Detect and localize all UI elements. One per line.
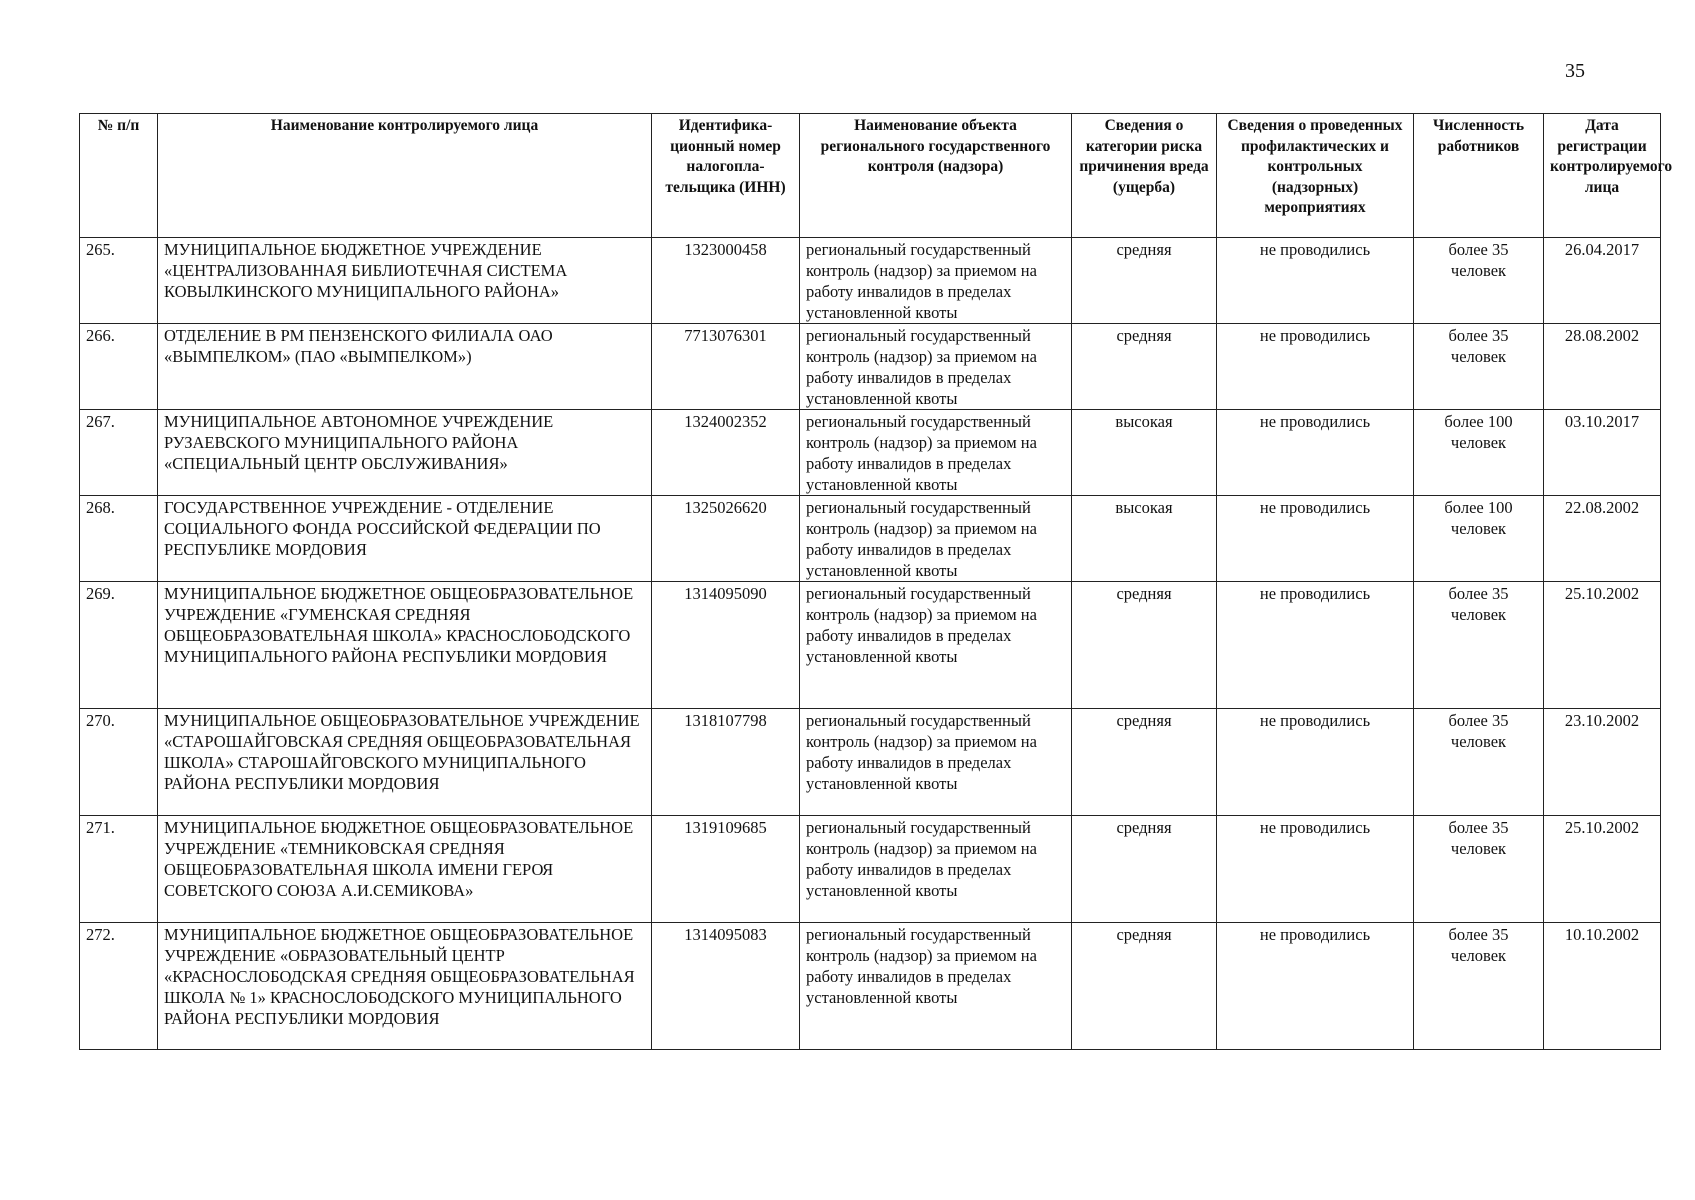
control-object: региональный государственный контроль (надзор) за приемом на работу инвалидов в пределах установленной квоты xyxy=(800,816,1072,923)
row-number: 267. xyxy=(80,410,158,496)
header-risk: Сведения о категории риска причинения вреда (ущерба) xyxy=(1072,114,1217,238)
header-date: Дата регистрации контролируемого лица xyxy=(1544,114,1661,238)
staff-count: более 35 человек xyxy=(1414,238,1544,324)
control-events: не проводились xyxy=(1217,582,1414,709)
entity-inn: 1319109685 xyxy=(652,816,800,923)
registration-date: 25.10.2002 xyxy=(1544,582,1661,709)
staff-count: более 100 человек xyxy=(1414,496,1544,582)
entity-name: МУНИЦИПАЛЬНОЕ БЮДЖЕТНОЕ ОБЩЕОБРАЗОВАТЕЛЬНОЕ УЧРЕЖДЕНИЕ «ГУМЕНСКАЯ СРЕДНЯЯ ОБЩЕОБРАЗОВАТЕЛЬНАЯ ШКОЛА» КРАСНОСЛОБОДСКОГО МУНИЦИПАЛЬНОГО РАЙОНА РЕСПУБЛИКИ МОРДОВИЯ xyxy=(158,582,652,709)
header-inn: Идентифика-ционный номер налогопла-тельщика (ИНН) xyxy=(652,114,800,238)
registration-date: 23.10.2002 xyxy=(1544,709,1661,816)
row-number: 265. xyxy=(80,238,158,324)
control-events: не проводились xyxy=(1217,496,1414,582)
risk-category: средняя xyxy=(1072,324,1217,410)
entity-name: МУНИЦИПАЛЬНОЕ БЮДЖЕТНОЕ ОБЩЕОБРАЗОВАТЕЛЬНОЕ УЧРЕЖДЕНИЕ «ОБРАЗОВАТЕЛЬНЫЙ ЦЕНТР «КРАСНОСЛОБОДСКАЯ СРЕДНЯЯ ОБЩЕОБРАЗОВАТЕЛЬНАЯ ШКОЛА № 1» КРАСНОСЛОБОДСКОГО МУНИЦИПАЛЬНОГО РАЙОНА РЕСПУБЛИКИ МОРДОВИЯ xyxy=(158,923,652,1050)
staff-count: более 35 человек xyxy=(1414,923,1544,1050)
control-events: не проводились xyxy=(1217,816,1414,923)
control-events: не проводились xyxy=(1217,238,1414,324)
control-events: не проводились xyxy=(1217,709,1414,816)
entity-inn: 1324002352 xyxy=(652,410,800,496)
entity-inn: 1318107798 xyxy=(652,709,800,816)
entity-name: МУНИЦИПАЛЬНОЕ ОБЩЕОБРАЗОВАТЕЛЬНОЕ УЧРЕЖДЕНИЕ «СТАРОШАЙГОВСКАЯ СРЕДНЯЯ ОБЩЕОБРАЗОВАТЕЛЬНАЯ ШКОЛА» СТАРОШАЙГОВСКОГО МУНИЦИПАЛЬНОГО РАЙОНА РЕСПУБЛИКИ МОРДОВИЯ xyxy=(158,709,652,816)
registration-date: 03.10.2017 xyxy=(1544,410,1661,496)
header-events: Сведения о проведенных профилактических и контрольных (надзорных) мероприятиях xyxy=(1217,114,1414,238)
risk-category: высокая xyxy=(1072,410,1217,496)
entity-inn: 1323000458 xyxy=(652,238,800,324)
risk-category: средняя xyxy=(1072,582,1217,709)
table-row xyxy=(80,496,1661,582)
registration-date: 22.08.2002 xyxy=(1544,496,1661,582)
registration-date: 26.04.2017 xyxy=(1544,238,1661,324)
row-number: 268. xyxy=(80,496,158,582)
control-object: региональный государственный контроль (надзор) за приемом на работу инвалидов в пределах установленной квоты xyxy=(800,923,1072,1050)
entity-inn: 1314095090 xyxy=(652,582,800,709)
table-body xyxy=(80,238,1661,1050)
row-number: 271. xyxy=(80,816,158,923)
registry-table xyxy=(79,113,1673,1050)
row-number: 269. xyxy=(80,582,158,709)
page-number: 35 xyxy=(1565,60,1585,82)
entity-name: ГОСУДАРСТВЕННОЕ УЧРЕЖДЕНИЕ - ОТДЕЛЕНИЕ СОЦИАЛЬНОГО ФОНДА РОССИЙСКОЙ ФЕДЕРАЦИИ ПО РЕСПУБЛИКЕ МОРДОВИЯ xyxy=(158,496,652,582)
registration-date: 25.10.2002 xyxy=(1544,816,1661,923)
registration-date: 10.10.2002 xyxy=(1544,923,1661,1050)
risk-category: средняя xyxy=(1072,238,1217,324)
control-object: региональный государственный контроль (надзор) за приемом на работу инвалидов в пределах установленной квоты xyxy=(800,496,1072,582)
header-row xyxy=(80,114,1661,238)
entity-inn: 7713076301 xyxy=(652,324,800,410)
table-row xyxy=(80,709,1661,816)
header-num: № п/п xyxy=(80,114,158,238)
staff-count: более 35 человек xyxy=(1414,816,1544,923)
entity-name: МУНИЦИПАЛЬНОЕ БЮДЖЕТНОЕ УЧРЕЖДЕНИЕ «ЦЕНТРАЛИЗОВАННАЯ БИБЛИОТЕЧНАЯ СИСТЕМА КОВЫЛКИНСКОГО МУНИЦИПАЛЬНОГО РАЙОНА» xyxy=(158,238,652,324)
risk-category: высокая xyxy=(1072,496,1217,582)
row-number: 270. xyxy=(80,709,158,816)
entity-inn: 1325026620 xyxy=(652,496,800,582)
table-row xyxy=(80,582,1661,709)
row-number: 272. xyxy=(80,923,158,1050)
risk-category: средняя xyxy=(1072,816,1217,923)
control-object: региональный государственный контроль (надзор) за приемом на работу инвалидов в пределах установленной квоты xyxy=(800,324,1072,410)
entity-inn: 1314095083 xyxy=(652,923,800,1050)
entity-name: МУНИЦИПАЛЬНОЕ АВТОНОМНОЕ УЧРЕЖДЕНИЕ РУЗАЕВСКОГО МУНИЦИПАЛЬНОГО РАЙОНА «СПЕЦИАЛЬНЫЙ ЦЕНТР ОБСЛУЖИВАНИЯ» xyxy=(158,410,652,496)
staff-count: более 35 человек xyxy=(1414,324,1544,410)
staff-count: более 35 человек xyxy=(1414,582,1544,709)
control-events: не проводились xyxy=(1217,410,1414,496)
header-object: Наименование объекта регионального государственного контроля (надзора) xyxy=(800,114,1072,238)
header-name: Наименование контролируемого лица xyxy=(158,114,652,238)
entity-name: ОТДЕЛЕНИЕ В РМ ПЕНЗЕНСКОГО ФИЛИАЛА ОАО «ВЫМПЕЛКОМ» (ПАО «ВЫМПЕЛКОМ») xyxy=(158,324,652,410)
control-object: региональный государственный контроль (надзор) за приемом на работу инвалидов в пределах установленной квоты xyxy=(800,709,1072,816)
table-row xyxy=(80,324,1661,410)
control-object: региональный государственный контроль (надзор) за приемом на работу инвалидов в пределах установленной квоты xyxy=(800,410,1072,496)
control-events: не проводились xyxy=(1217,923,1414,1050)
staff-count: более 35 человек xyxy=(1414,709,1544,816)
control-object: региональный государственный контроль (надзор) за приемом на работу инвалидов в пределах установленной квоты xyxy=(800,582,1072,709)
row-number: 266. xyxy=(80,324,158,410)
risk-category: средняя xyxy=(1072,709,1217,816)
risk-category: средняя xyxy=(1072,923,1217,1050)
table-row xyxy=(80,238,1661,324)
staff-count: более 100 человек xyxy=(1414,410,1544,496)
entity-name: МУНИЦИПАЛЬНОЕ БЮДЖЕТНОЕ ОБЩЕОБРАЗОВАТЕЛЬНОЕ УЧРЕЖДЕНИЕ «ТЕМНИКОВСКАЯ СРЕДНЯЯ ОБЩЕОБРАЗОВАТЕЛЬНАЯ ШКОЛА ИМЕНИ ГЕРОЯ СОВЕТСКОГО СОЮЗА А.И.СЕМИКОВА» xyxy=(158,816,652,923)
control-object: региональный государственный контроль (надзор) за приемом на работу инвалидов в пределах установленной квоты xyxy=(800,238,1072,324)
table-row xyxy=(80,816,1661,923)
control-events: не проводились xyxy=(1217,324,1414,410)
registration-date: 28.08.2002 xyxy=(1544,324,1661,410)
table-row xyxy=(80,923,1661,1050)
table-row xyxy=(80,410,1661,496)
header-staff: Численность работников xyxy=(1414,114,1544,238)
table-header xyxy=(80,114,1673,238)
